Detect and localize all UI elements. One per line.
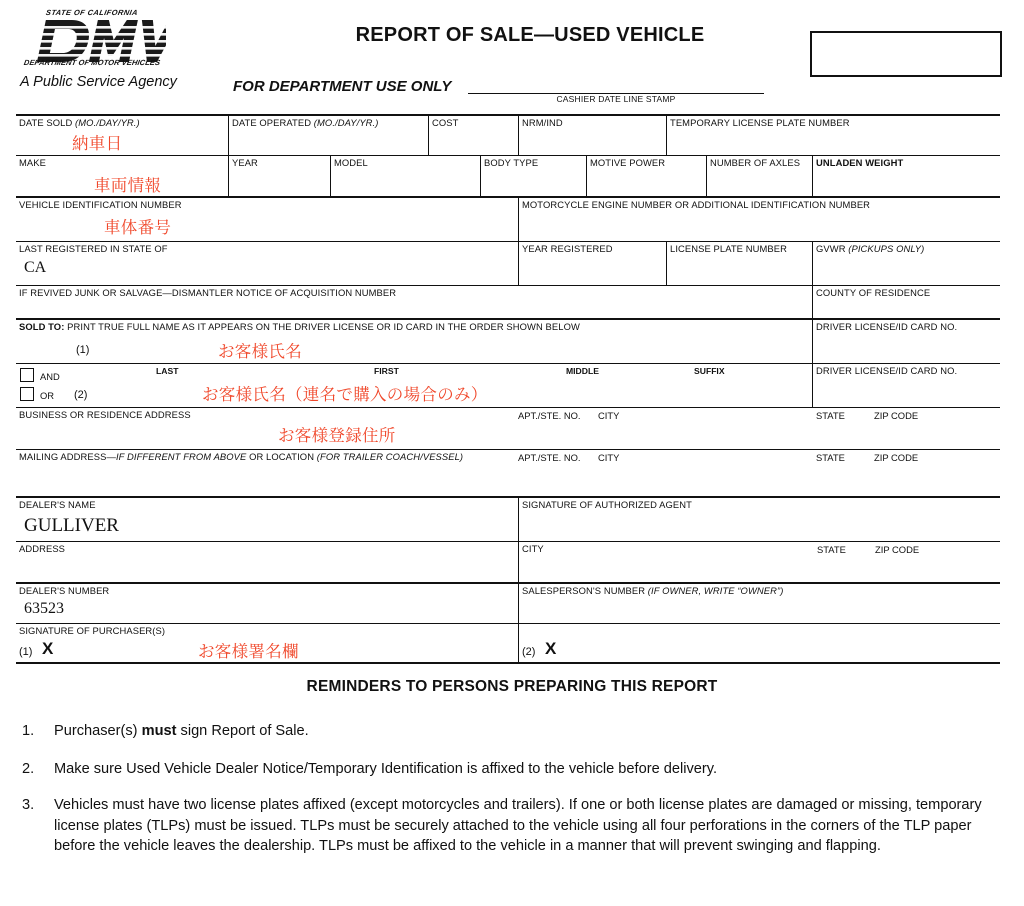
annotation-signature: お客様署名欄 <box>198 642 299 661</box>
or-label: OR <box>40 390 55 401</box>
mailing-zip-code-label: ZIP CODE <box>874 452 919 463</box>
purchaser-1-index: (1) <box>19 646 33 658</box>
form-grid <box>16 114 1000 664</box>
row-sold-to-2 <box>16 364 1000 408</box>
field-nrm-ind[interactable] <box>518 116 666 155</box>
year-registered-label: YEAR REGISTERED <box>522 243 613 254</box>
cashier-date-line-stamp-label: CASHIER DATE LINE STAMP <box>556 94 676 104</box>
state-label: STATE <box>816 410 845 421</box>
unladen-weight-label: UNLADEN WEIGHT <box>816 157 904 168</box>
field-last-registered-state[interactable] <box>16 242 518 285</box>
field-salvage-acquisition-number[interactable] <box>16 286 812 318</box>
annotation-buyer-name-1: お客様氏名 <box>218 342 302 361</box>
annotation-date-sold: 納車日 <box>72 134 123 153</box>
reminder-1-text: Purchaser(s) must sign Report of Sale. <box>54 723 309 739</box>
field-driver-license-2[interactable] <box>812 364 1000 407</box>
field-dealer-number[interactable] <box>16 584 518 623</box>
field-residence-address[interactable] <box>16 408 1000 449</box>
field-motorcycle-engine-number[interactable] <box>518 198 1000 241</box>
row-salvage <box>16 286 1000 320</box>
department-use-label: FOR DEPARTMENT USE ONLY <box>233 78 452 95</box>
first-name-label: FIRST <box>374 366 399 376</box>
motive-power-label: MOTIVE POWER <box>590 157 666 168</box>
stamp-box[interactable] <box>810 31 1002 77</box>
reminder-2-number: 2. <box>22 761 35 777</box>
field-authorized-agent-signature[interactable] <box>518 498 1000 541</box>
row-residence-address <box>16 408 1000 450</box>
reminder-item-3 <box>22 795 1004 857</box>
field-dealer-city[interactable] <box>518 542 1000 582</box>
annotation-vehicle-info: 車両情報 <box>94 176 162 195</box>
row-vin <box>16 198 1000 242</box>
reminder-2-text: Make sure Used Vehicle Dealer Notice/Temporary Identification is affixed to the vehicle before delivery. <box>54 761 717 777</box>
dealer-city-label: CITY <box>522 543 544 554</box>
license-plate-number-label: LICENSE PLATE NUMBER <box>670 243 787 254</box>
field-dealer-address[interactable] <box>16 542 518 582</box>
row-dealer-address <box>16 542 1000 584</box>
field-number-of-axles[interactable] <box>706 156 812 196</box>
logo-state-line: STATE OF CALIFORNIA <box>45 8 139 17</box>
city-label: CITY <box>598 410 620 421</box>
checkbox-or[interactable] <box>20 387 34 401</box>
and-label: AND <box>40 371 60 382</box>
driver-license-2-label: DRIVER LICENSE/ID CARD NO. <box>816 365 958 376</box>
county-of-residence-label: COUNTY OF RESIDENCE <box>816 287 931 298</box>
reminder-item-2 <box>22 759 982 780</box>
annotation-address: お客様登録住所 <box>278 426 396 445</box>
row-sold-to-1 <box>16 320 1000 364</box>
purchaser-2-index: (2) <box>522 646 536 658</box>
field-mailing-address[interactable] <box>16 450 1000 496</box>
row-registration <box>16 242 1000 286</box>
logo-department-line: DEPARTMENT OF MOTOR VEHICLES <box>23 58 161 67</box>
cost-label: COST <box>432 117 459 128</box>
salvage-acquisition-number-label: IF REVIVED JUNK OR SALVAGE—DISMANTLER NOTICE OF ACQUISITION NUMBER <box>19 287 397 298</box>
annotation-vin: 車体番号 <box>104 218 172 237</box>
driver-license-1-label: DRIVER LICENSE/ID CARD NO. <box>816 321 958 332</box>
nrm-ind-label: NRM/IND <box>522 117 563 128</box>
field-model[interactable] <box>330 156 480 196</box>
reminder-item-1 <box>22 721 982 742</box>
suffix-name-label: SUFFIX <box>694 366 725 376</box>
body-type-label: BODY TYPE <box>484 157 539 168</box>
mailing-address-label: MAILING ADDRESS—IF DIFFERENT FROM ABOVE OR LOCATION (FOR TRAILER COACH/VESSEL) <box>19 451 464 462</box>
purchaser-1-x-mark: X <box>42 639 54 658</box>
field-buyer-name-1[interactable] <box>16 320 812 363</box>
reminder-3-text: Vehicles must have two license plates affixed (except motorcycles and trailers). If one or both license plates are damaged or missing, temporary license plates (TLPs) must be issued. TLPs must be securely attached to the vehicle using all four perforations in the corners of the TLP paper before the vehicle leaves the dealership. TLPs must be affixed to the vehicle in a manner that will prevent swinging and flapping. <box>54 797 982 855</box>
last-registered-state-value: CA <box>24 259 47 276</box>
field-body-type[interactable] <box>480 156 586 196</box>
purchaser-signature-label: SIGNATURE OF PURCHASER(S) <box>19 625 166 636</box>
sold-to-label: SOLD TO: PRINT TRUE FULL NAME AS IT APPEARS ON THE DRIVER LICENSE OR ID CARD IN THE ORDER SHOWN BELOW <box>19 321 580 332</box>
model-label: MODEL <box>334 157 368 168</box>
make-label: MAKE <box>19 157 46 168</box>
field-temporary-license-plate[interactable] <box>666 116 1000 155</box>
annotation-buyer-name-2: お客様氏名（連名で購入の場合のみ） <box>202 385 488 404</box>
field-motive-power[interactable] <box>586 156 706 196</box>
number-of-axles-label: NUMBER OF AXLES <box>710 157 801 168</box>
temporary-license-plate-label: TEMPORARY LICENSE PLATE NUMBER <box>670 117 850 128</box>
field-county-of-residence[interactable] <box>812 286 1000 318</box>
zip-code-label: ZIP CODE <box>874 410 919 421</box>
field-cost[interactable] <box>428 116 518 155</box>
row-sale-info <box>16 114 1000 156</box>
reminders-title: REMINDERS TO PERSONS PREPARING THIS REPORT <box>306 678 718 695</box>
field-salesperson-number[interactable] <box>518 584 1000 623</box>
reminder-3-number: 3. <box>22 797 35 813</box>
last-registered-state-label: LAST REGISTERED IN STATE OF <box>19 243 168 254</box>
dmv-logo <box>18 8 223 90</box>
buyer-1-index: (1) <box>76 344 90 356</box>
field-unladen-weight[interactable] <box>812 156 1000 196</box>
mailing-state-label: STATE <box>816 452 845 463</box>
dealer-number-value: 63523 <box>24 600 64 617</box>
dealer-name-value: GULLIVER <box>24 515 119 536</box>
field-vin[interactable] <box>16 198 518 241</box>
reminder-1-number: 1. <box>22 723 35 739</box>
field-gvwr[interactable] <box>812 242 1000 285</box>
motorcycle-engine-number-label: MOTORCYCLE ENGINE NUMBER OR ADDITIONAL IDENTIFICATION NUMBER <box>522 199 871 210</box>
middle-name-label: MIDDLE <box>566 366 599 376</box>
field-driver-license-1[interactable] <box>812 320 1000 363</box>
mailing-apt-ste-no-label: APT./STE. NO. <box>518 452 581 463</box>
dealer-address-label: ADDRESS <box>19 543 66 554</box>
row-vehicle-info <box>16 156 1000 198</box>
salesperson-number-label: SALESPERSON'S NUMBER (IF OWNER, WRITE “OWNER”) <box>522 585 784 596</box>
field-year[interactable] <box>228 156 330 196</box>
field-year-registered[interactable] <box>518 242 666 285</box>
field-dealer-name[interactable] <box>16 498 518 541</box>
apt-ste-no-label: APT./STE. NO. <box>518 410 581 421</box>
mailing-city-label: CITY <box>598 452 620 463</box>
logo-tagline: A Public Service Agency <box>20 74 177 90</box>
row-purchaser-signature <box>16 624 1000 664</box>
vin-label: VEHICLE IDENTIFICATION NUMBER <box>19 199 182 210</box>
year-label: YEAR <box>232 157 258 168</box>
dealer-state-label: STATE <box>817 544 846 555</box>
date-sold-label: DATE SOLD (MO./DAY/YR.) <box>19 117 140 128</box>
gvwr-label: GVWR (PICKUPS ONLY) <box>816 243 925 254</box>
row-mailing-address <box>16 450 1000 498</box>
field-purchaser-signature-2[interactable] <box>518 624 1000 662</box>
authorized-agent-signature-label: SIGNATURE OF AUTHORIZED AGENT <box>522 499 692 510</box>
dealer-name-label: DEALER'S NAME <box>19 499 96 510</box>
purchaser-2-x-mark: X <box>545 639 557 658</box>
field-date-operated[interactable] <box>228 116 428 155</box>
residence-address-label: BUSINESS OR RESIDENCE ADDRESS <box>19 409 191 420</box>
row-dealer-name <box>16 498 1000 542</box>
checkbox-and[interactable] <box>20 368 34 382</box>
row-dealer-number <box>16 584 1000 624</box>
field-license-plate-number[interactable] <box>666 242 812 285</box>
dealer-zip-code-label: ZIP CODE <box>875 544 920 555</box>
buyer-2-index: (2) <box>74 389 88 401</box>
last-name-label: LAST <box>156 366 179 376</box>
date-operated-label: DATE OPERATED (MO./DAY/YR.) <box>232 117 379 128</box>
page-title: REPORT OF SALE—USED VEHICLE <box>355 24 705 46</box>
dealer-number-label: DEALER'S NUMBER <box>19 585 110 596</box>
